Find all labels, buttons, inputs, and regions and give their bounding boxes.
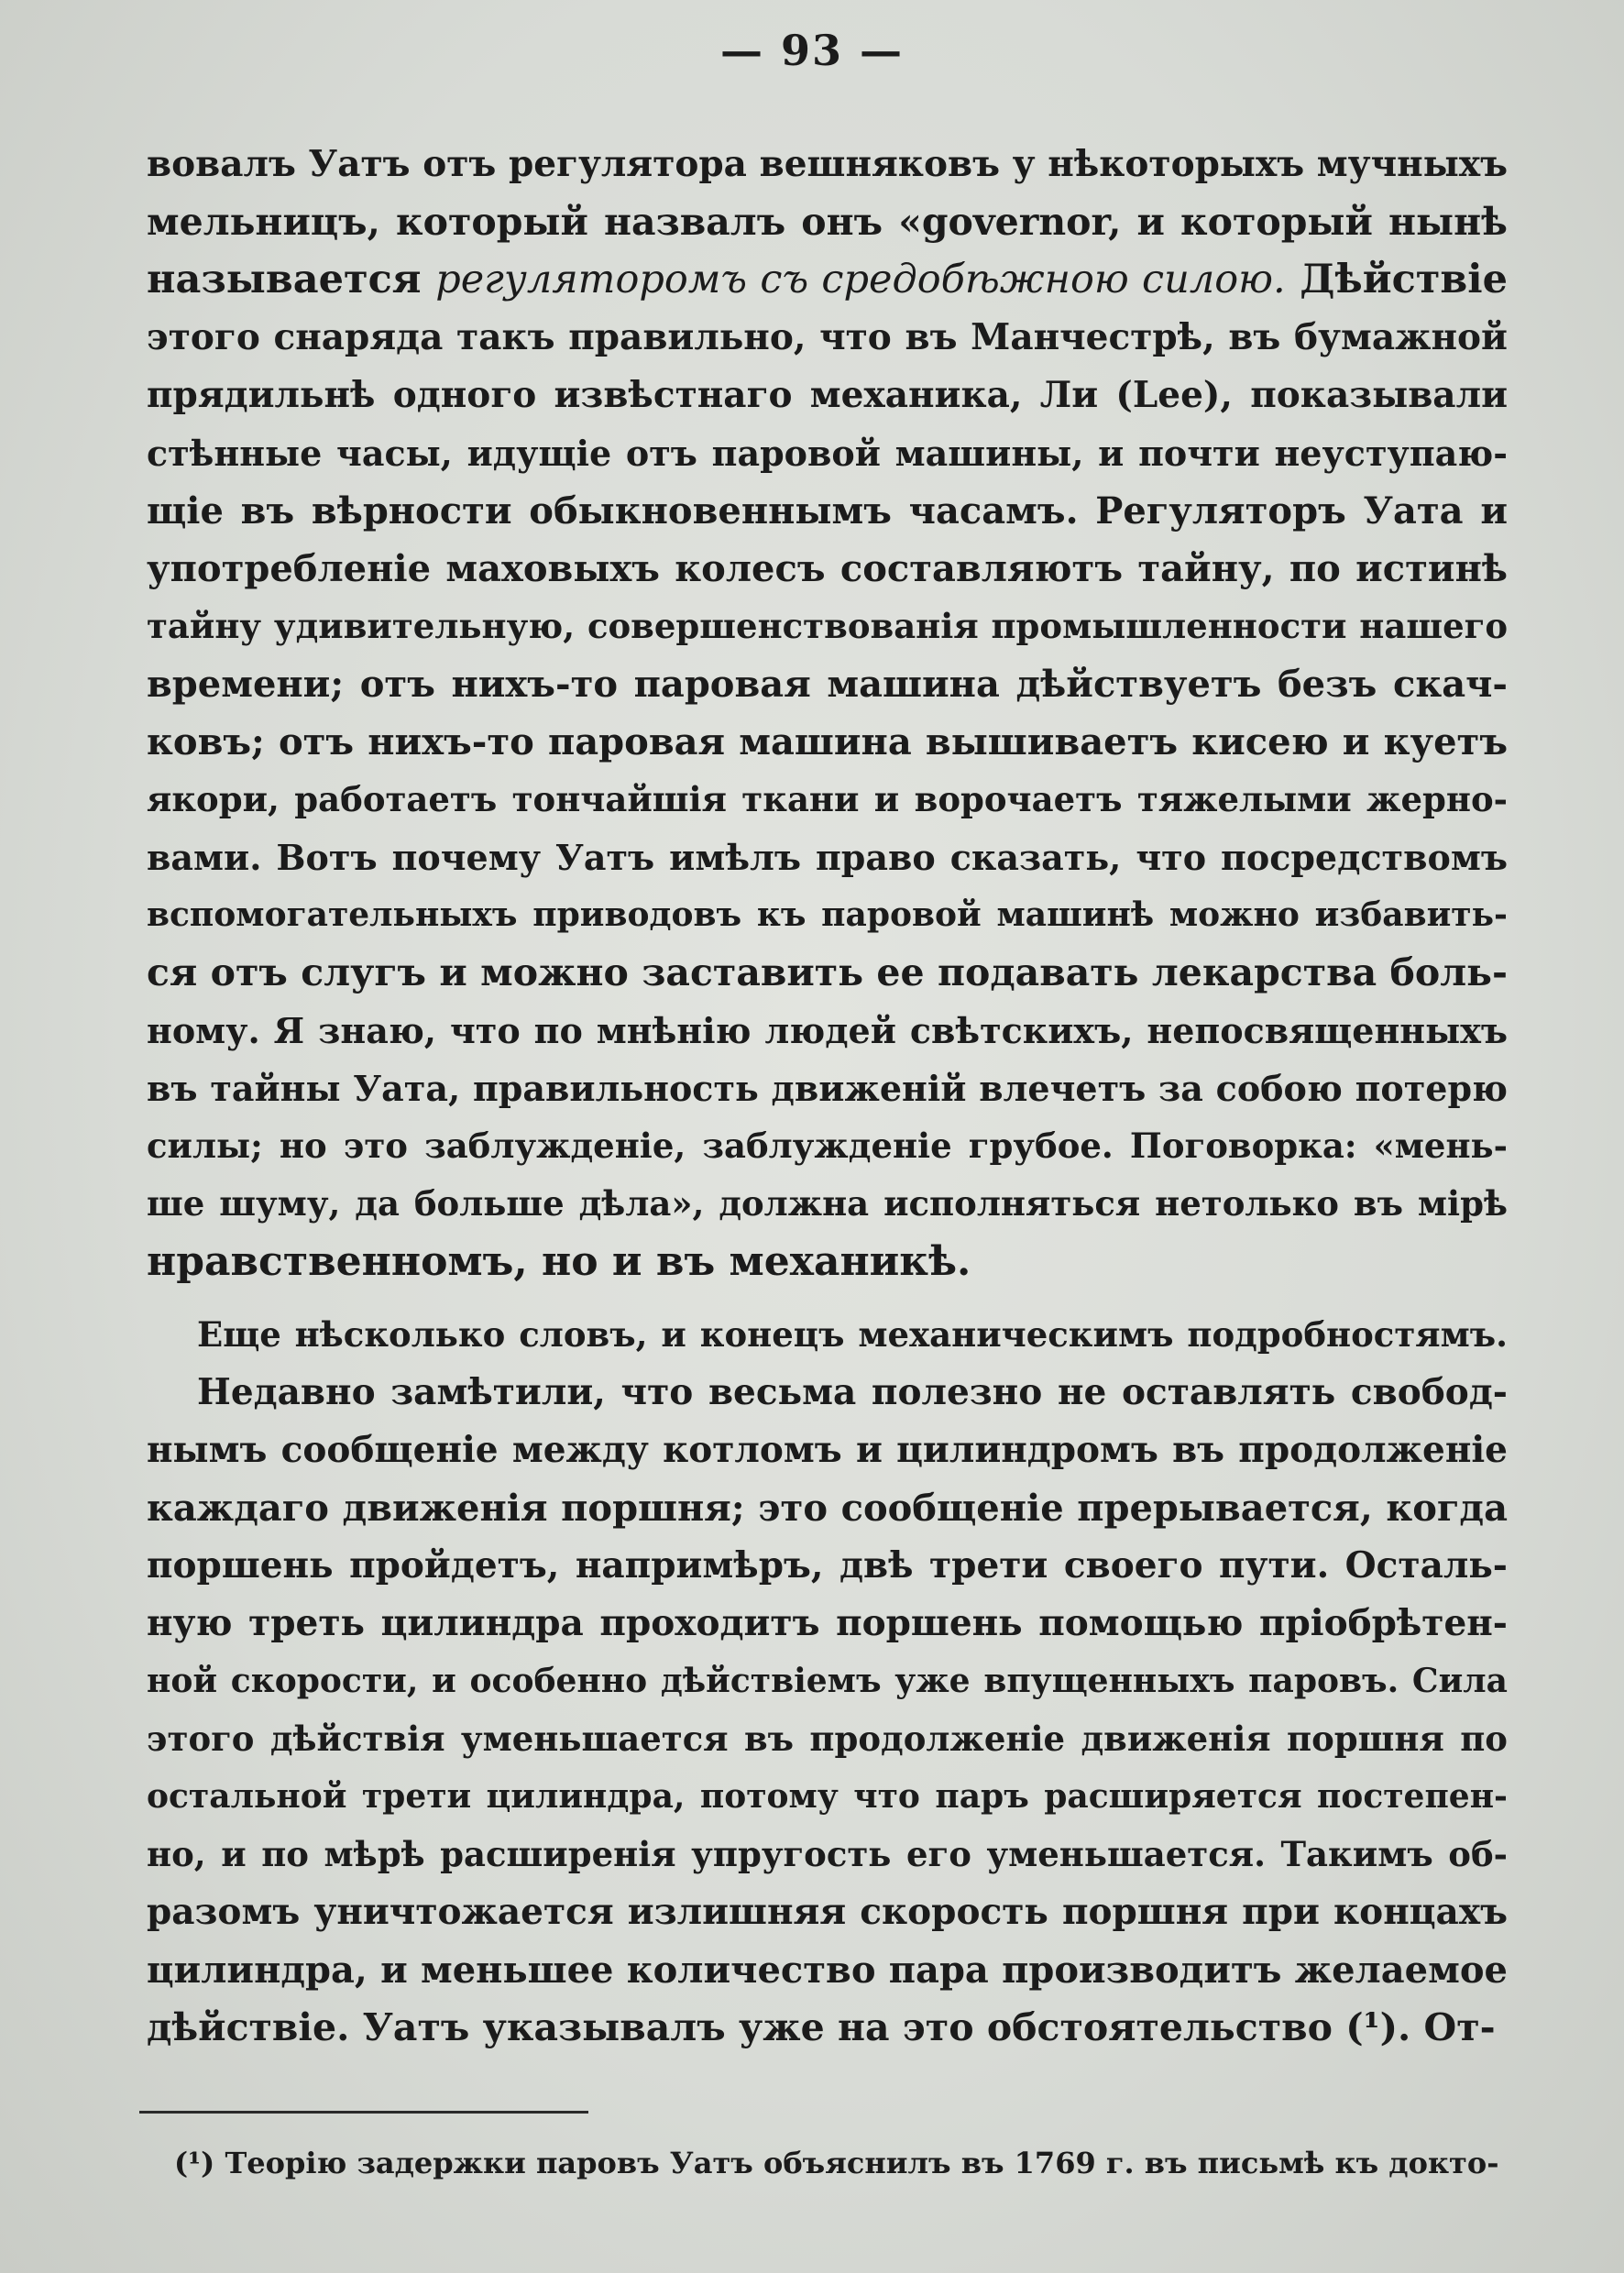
- text-line: Еще нѣсколько словъ, и конецъ механическимъ подробностямъ.: [197, 1314, 1508, 1355]
- text-line: ся отъ слугъ и можно заставить ее подавать лекарства боль-: [147, 950, 1508, 994]
- text-line: этого снаряда такъ правильно, что въ Манчестрѣ, въ бумажной: [147, 316, 1508, 358]
- text-line: употребленіе маховыхъ колесъ составляютъ тайну, по истинѣ: [147, 547, 1508, 590]
- text-line: вспомогательныхъ приводовъ къ паровой машинѣ можно избавить-: [147, 895, 1508, 934]
- text-line: тайну удивительную, совершенствованія промышленности нашего: [147, 606, 1508, 646]
- text-line: остальной трети цилиндра, потому что паръ расширяется постепен-: [147, 1777, 1508, 1816]
- text-line: нравственномъ, но и въ механикѣ.: [147, 1238, 971, 1285]
- text-line: каждаго движенія поршня; это сообщеніе прерывается, когда: [147, 1487, 1508, 1530]
- text-line: Недавно замѣтили, что весьма полезно не оставлять свобод-: [197, 1371, 1508, 1413]
- text-line: силы; но это заблужденіе, заблужденіе грубое. Поговорка: «мень-: [147, 1126, 1508, 1166]
- text-line: щіе въ вѣрности обыкновеннымъ часамъ. Регуляторъ Уата и: [147, 489, 1508, 533]
- page-number: — 93 —: [719, 26, 905, 75]
- text-line: мельницъ, который назвалъ онъ «governor, и который нынѣ: [147, 200, 1508, 244]
- text-line: прядильнѣ одного извѣстнаго механика, Ли (Lee), показывали: [147, 374, 1508, 416]
- text-line: стѣнные часы, идущіе отъ паровой машины, и почти неуступаю-: [147, 433, 1508, 474]
- text-line: цилиндра, и меньшее количество пара производитъ желаемое: [147, 1949, 1508, 1992]
- italic-term: регуляторомъ съ средобѣжною силою.: [435, 257, 1286, 302]
- text-line: но, и по мѣрѣ расширенія упругость его уменьшается. Такимъ об-: [147, 1834, 1508, 1874]
- text-line: вами. Вотъ почему Уатъ имѣлъ право сказать, что посредствомъ: [147, 837, 1508, 878]
- text-line: ковъ; отъ нихъ-то паровая машина вышиваетъ кисею и куетъ: [147, 720, 1508, 763]
- text-span: Дѣйствіе: [1300, 257, 1508, 302]
- text-line: вовалъ Уатъ отъ регулятора вешняковъ у нѣкоторыхъ мучныхъ: [147, 143, 1508, 185]
- text-line: поршень пройдетъ, напримѣръ, двѣ трети своего пути. Осталь-: [147, 1544, 1508, 1587]
- text-line: ше шуму, да больше дѣла», должна исполняться нетолько въ мірѣ: [147, 1183, 1508, 1224]
- text-line: [147, 251, 1508, 309]
- text-line: нымъ сообщеніе между котломъ и цилиндромъ въ продолженіе: [147, 1429, 1508, 1471]
- text-line: времени; отъ нихъ-то паровая машина дѣйствуетъ безъ скач-: [147, 663, 1508, 706]
- body-text: [147, 136, 1508, 2057]
- text-line: дѣйствіе. Уатъ указывалъ уже на это обстоятельство (¹). От-: [147, 2005, 1496, 2049]
- text-line: разомъ уничтожается излишняя скорость поршня при концахъ: [147, 1891, 1508, 1933]
- text-line: въ тайны Уата, правильность движеній влечетъ за собою потерю: [147, 1068, 1508, 1109]
- footnote-divider: [139, 2111, 588, 2114]
- text-line: якори, работаетъ тончайшія ткани и ворочаетъ тяжелыми жерно-: [147, 779, 1508, 819]
- text-span: называется: [147, 257, 422, 302]
- text-line: этого дѣйствія уменьшается въ продолженіе движенія поршня по: [147, 1718, 1508, 1759]
- text-line: ному. Я знаю, что по мнѣнію людей свѣтскихъ, непосвященныхъ: [147, 1010, 1508, 1051]
- paragraph-gap: [147, 1290, 1508, 1306]
- text-line: ной скорости, и особенно дѣйствіемъ уже впущенныхъ паровъ. Сила: [147, 1662, 1508, 1700]
- text-line: ную треть цилиндра проходитъ поршень помощью пріобрѣтен-: [147, 1602, 1508, 1644]
- footnote: (¹) Теорію задержки паровъ Уатъ объяснилъ въ 1769 г. въ письмѣ къ докто-: [174, 2146, 1499, 2180]
